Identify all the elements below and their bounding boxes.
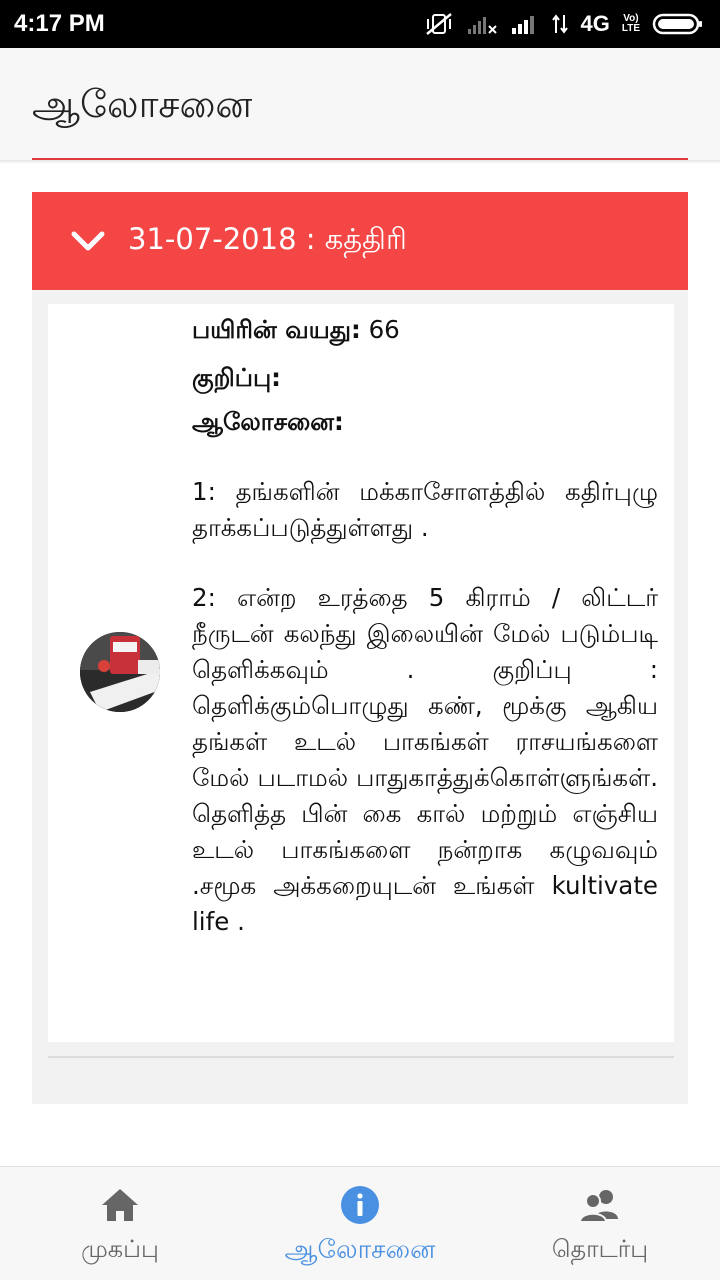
home-icon	[100, 1185, 140, 1225]
nav-item-advisory[interactable]	[240, 1167, 480, 1280]
crop-age-value: 66	[368, 315, 400, 344]
note-row	[192, 360, 658, 396]
signal-strength-icon	[510, 13, 540, 35]
volte-icon	[622, 14, 640, 34]
crop-age-row	[192, 312, 658, 348]
advice-item-1: 1: தங்களின் மக்காசோளத்தில் கதிர்புழு தாக்கப்படுத்துள்ளது .	[192, 477, 658, 542]
nav-label-advisory: ஆலோசனை	[284, 1235, 436, 1265]
avatar	[80, 632, 160, 712]
signal-no-service-icon	[466, 13, 498, 35]
card-header[interactable]	[32, 192, 688, 290]
app-bar-shadow	[0, 160, 720, 164]
info-icon	[340, 1185, 380, 1225]
advisory-content	[192, 312, 658, 940]
contacts-icon	[578, 1185, 622, 1225]
app-bar	[0, 48, 720, 160]
advice-heading-row	[192, 404, 658, 440]
nav-label-home: முகப்பு	[81, 1235, 159, 1263]
bottom-navigation	[0, 1166, 720, 1280]
status-time: 4:17 PM	[14, 10, 105, 37]
advice-label: ஆலோசனை:	[192, 407, 344, 436]
nav-label-contact: தொடர்பு	[551, 1235, 649, 1263]
nav-item-contact[interactable]	[480, 1167, 720, 1280]
advisory-card	[32, 192, 688, 1104]
card-header-title: 31-07-2018 : கத்திரி	[128, 222, 407, 256]
card-body	[48, 304, 674, 1042]
nav-item-home[interactable]	[0, 1167, 240, 1280]
volte-bottom-text: LTE	[621, 23, 640, 34]
vibrate-off-icon	[424, 11, 454, 37]
network-type: 4G	[580, 11, 610, 36]
page-title: ஆலோசனை	[32, 82, 253, 126]
advice-item-2: 2: என்ற உரத்தை 5 கிராம் / லிட்டர் நீருடன் கலந்து இலையின் மேல் படும்படி தெளிக்கவும் . குறிப்பு : தெளிக்கும்பொழுது கண், மூக்கு ஆகிய தங்கள் உடல் பாகங்கள் ராசயங்களை மேல் படாமல் பாதுகாத்துக்கொள்ளுங்கள். தெளித்த பின் கை கால் மற்றும் எஞ்சிய உடல் பாகங்களை நன்றாக கழுவவும் .சமூக அக்கறையுடன் உங்கள் kultivate life .	[192, 583, 658, 936]
note-label: குறிப்பு:	[192, 363, 281, 392]
chevron-down-icon[interactable]	[70, 223, 106, 259]
card-divider	[48, 1056, 674, 1058]
status-icons	[424, 11, 704, 37]
crop-age-label: பயிரின் வயது:	[192, 315, 361, 344]
battery-icon	[652, 12, 704, 36]
status-bar	[0, 0, 720, 48]
volte-top-text: Vo)	[623, 13, 639, 24]
data-arrows-icon	[552, 13, 568, 35]
